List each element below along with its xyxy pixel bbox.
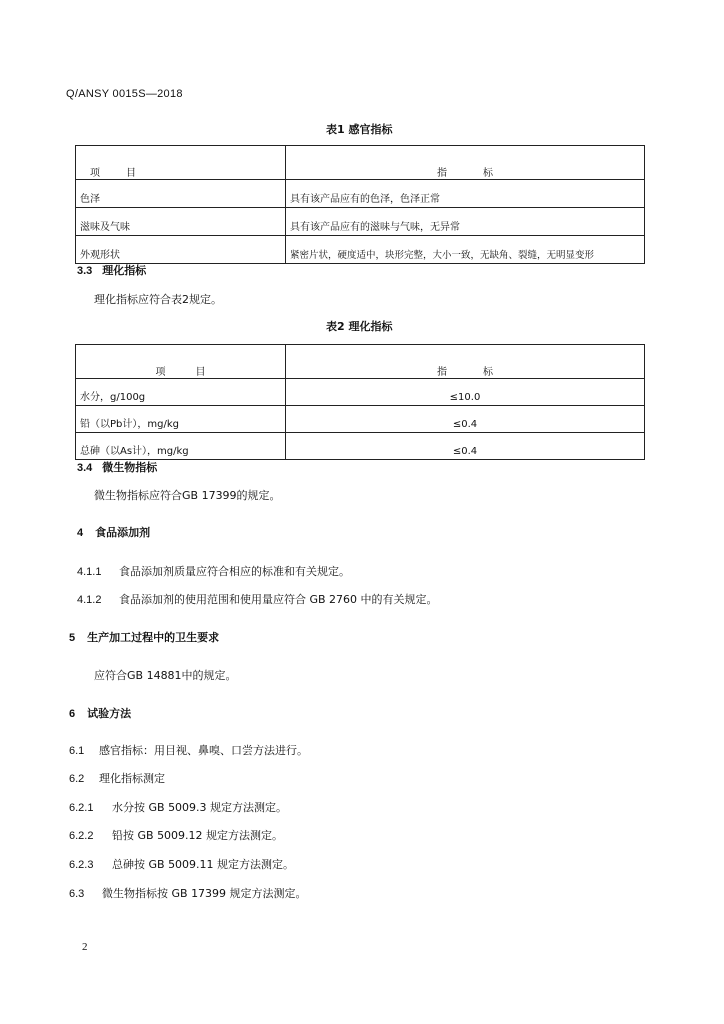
section-number: 6.2.3: [69, 859, 94, 871]
table1-sensory: [75, 145, 645, 264]
section-number: 3.3: [77, 265, 93, 277]
section-text: 感官指标：用目视、鼻嗅、口尝方法进行。: [99, 744, 308, 757]
table-row: [76, 236, 645, 264]
section-title: 食品添加剂: [95, 526, 151, 539]
section-number: 6.2.2: [69, 830, 94, 842]
header-spec-a: 指: [437, 168, 447, 179]
table2-caption: 表2 理化指标: [326, 320, 393, 333]
table-cell-spec: ≤0.4: [286, 433, 645, 460]
section-text: 总砷按 GB 5009.11 规定方法测定。: [112, 858, 295, 871]
section-text: 水分按 GB 5009.3 规定方法测定。: [112, 801, 288, 814]
table-row: [76, 406, 645, 433]
section-5-text: 应符合GB 14881中的规定。: [94, 669, 237, 682]
header-spec-b: 标: [483, 367, 493, 378]
section-text: 铅按 GB 5009.12 规定方法测定。: [112, 829, 284, 842]
section-4-heading: [77, 524, 150, 540]
table-cell-item: 外观形状: [76, 236, 286, 264]
table-cell-item: 水分，g/100g: [76, 379, 286, 406]
header-item-a: 项: [90, 168, 100, 179]
table-cell-item: 总砷（以As计），mg/kg: [76, 433, 286, 460]
table-cell-item: 色泽: [76, 180, 286, 208]
header-spec-a: 指: [437, 367, 447, 378]
section-6-heading: [69, 705, 131, 721]
section-number: 3.4: [77, 462, 93, 474]
section-text: 理化指标测定: [99, 772, 165, 785]
section-number: 4.1.2: [77, 594, 102, 606]
table-header-row: [76, 345, 645, 379]
section-3-4-heading: [77, 459, 157, 475]
section-4-1-2: [77, 591, 438, 607]
table-row: [76, 433, 645, 460]
section-title: 微生物指标: [102, 461, 158, 474]
section-6-2-1: [69, 799, 287, 815]
section-text: 食品添加剂质量应符合相应的标准和有关规定。: [119, 565, 350, 578]
table1-caption: 表1 感官指标: [326, 123, 393, 136]
table-row: [76, 208, 645, 236]
table-header-row: [76, 146, 645, 180]
section-title: 试验方法: [87, 707, 132, 720]
table-cell-spec: ≤0.4: [286, 406, 645, 433]
table-row: [76, 180, 645, 208]
section-number: 6.2.1: [69, 802, 94, 814]
section-6-3: [69, 885, 307, 901]
table-cell-item: 滋味及气味: [76, 208, 286, 236]
table-cell-spec: 紧密片状，硬度适中，块形完整，大小一致，无缺角、裂缝，无明显变形: [286, 236, 645, 264]
document-id: Q/ANSY 0015S—2018: [66, 88, 183, 100]
header-item-a: 项: [155, 367, 166, 378]
table-cell-spec: ≤10.0: [286, 379, 645, 406]
table-cell-spec: 具有该产品应有的滋味与气味，无异常: [286, 208, 645, 236]
section-6-2: [69, 770, 165, 786]
header-item-b: 目: [126, 168, 136, 179]
header-cell-item: [76, 345, 286, 379]
section-number: 4.1.1: [77, 566, 102, 578]
header-item-b: 目: [195, 367, 206, 378]
section-number: 5: [69, 632, 76, 644]
section-text: 食品添加剂的使用范围和使用量应符合 GB 2760 中的有关规定。: [119, 593, 438, 606]
table-row: [76, 379, 645, 406]
section-3-4-text: 微生物指标应符合GB 17399的规定。: [94, 489, 281, 502]
section-6-2-2: [69, 827, 283, 843]
section-5-heading: [69, 629, 219, 645]
section-title: 生产加工过程中的卫生要求: [87, 631, 220, 644]
header-cell-spec: [286, 345, 645, 379]
header-cell-spec: [286, 146, 645, 180]
section-number: 4: [77, 527, 84, 539]
header-spec-b: 标: [483, 168, 493, 179]
table-cell-item: 铅（以Pb计），mg/kg: [76, 406, 286, 433]
header-cell-item: [76, 146, 286, 180]
section-4-1-1: [77, 563, 350, 579]
section-6-1: [69, 742, 308, 758]
section-number: 6.3: [69, 888, 85, 900]
table-cell-spec: 具有该产品应有的色泽，色泽正常: [286, 180, 645, 208]
page-number: 2: [82, 941, 88, 953]
section-number: 6.2: [69, 773, 85, 785]
table2-physicochemical: [75, 344, 645, 460]
section-number: 6.1: [69, 745, 85, 757]
section-3-3-heading: [77, 262, 146, 278]
section-text: 微生物指标按 GB 17399 规定方法测定。: [102, 887, 307, 900]
section-title: 理化指标: [102, 264, 147, 277]
section-6-2-3: [69, 856, 294, 872]
section-number: 6: [69, 708, 76, 720]
section-3-3-text: 理化指标应符合表2规定。: [94, 293, 222, 306]
